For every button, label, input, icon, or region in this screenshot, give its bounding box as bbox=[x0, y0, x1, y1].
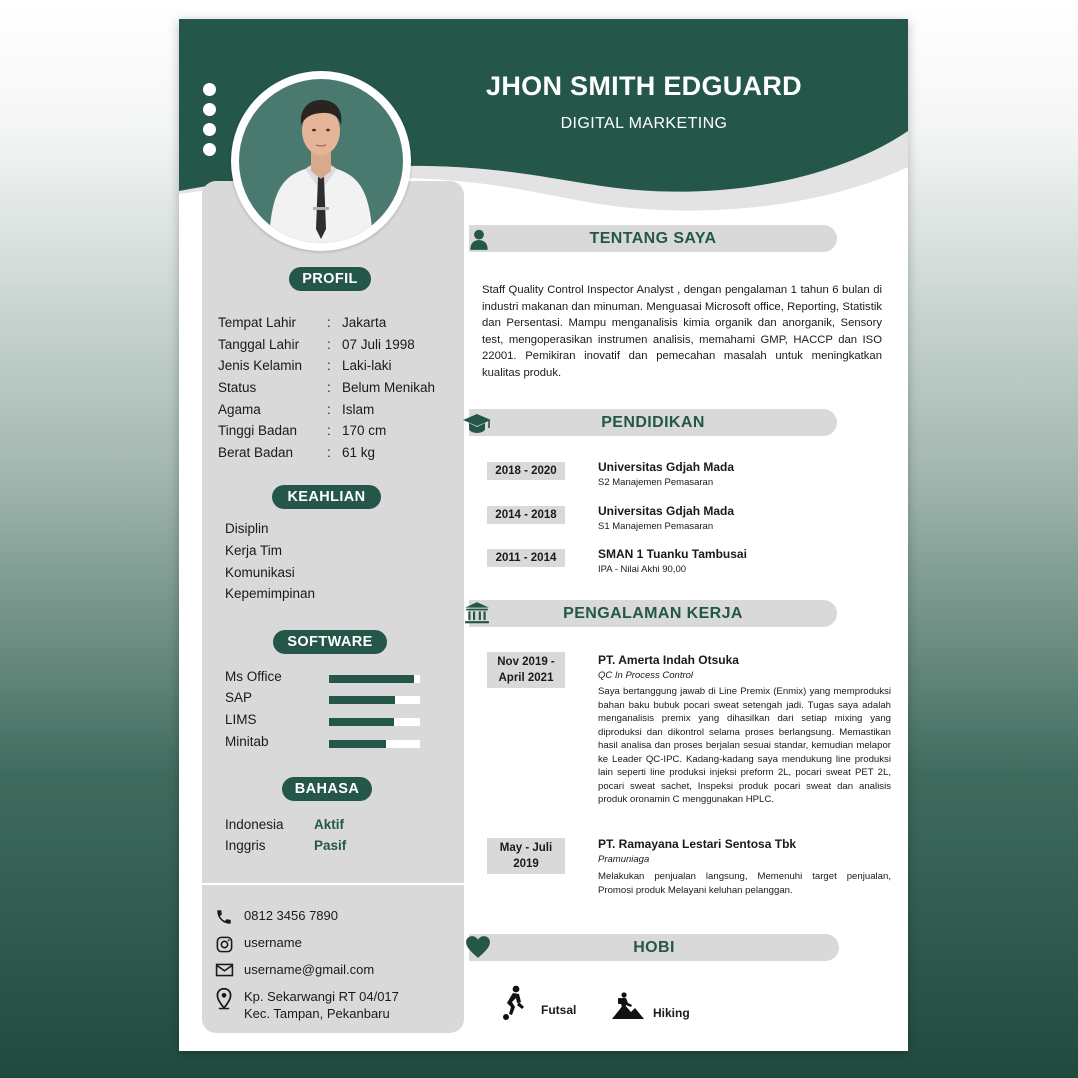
software-item bbox=[225, 712, 425, 732]
profil-value: 07 Juli 1998 bbox=[342, 337, 415, 352]
sidebar-divider bbox=[202, 883, 464, 885]
software-level-bar bbox=[329, 696, 420, 704]
profil-key: Tinggi Badan bbox=[218, 423, 298, 438]
skill-item: Komunikasi bbox=[225, 565, 295, 580]
experience-date-line1: Nov 2019 - bbox=[497, 656, 555, 668]
phone-icon bbox=[215, 908, 233, 926]
profil-value: Laki-laki bbox=[342, 358, 392, 373]
profil-row bbox=[218, 337, 458, 357]
pengalaman-section-bar bbox=[469, 600, 837, 627]
language-label: Indonesia bbox=[225, 817, 284, 832]
bahasa-heading: BAHASA bbox=[282, 777, 372, 801]
profil-key: Agama bbox=[218, 402, 261, 417]
keahlian-heading: KEAHLIAN bbox=[272, 485, 381, 509]
address-line2: Kec. Tampan, Pekanbaru bbox=[244, 1006, 390, 1021]
profil-separator: : bbox=[327, 315, 331, 330]
profil-key: Tempat Lahir bbox=[218, 315, 297, 330]
profil-value: 170 cm bbox=[342, 423, 387, 438]
pendidikan-section-bar bbox=[469, 409, 837, 436]
experience-role: QC In Process Control bbox=[598, 670, 694, 681]
profil-separator: : bbox=[327, 380, 331, 395]
hobby-label: Futsal bbox=[541, 1003, 577, 1017]
contact-phone bbox=[215, 908, 445, 926]
experience-date-line1: May - Juli bbox=[499, 842, 553, 854]
education-years: 2014 - 2018 bbox=[487, 506, 565, 524]
email-text: username@gmail.com bbox=[244, 962, 375, 977]
skill-item: Kerja Tim bbox=[225, 543, 283, 558]
experience-description: Melakukan penjualan langsung, Memenuhi target penjualan, Promosi produk Melayani keluhan pelanggan. bbox=[598, 871, 891, 896]
profil-key: Jenis Kelamin bbox=[218, 358, 303, 373]
experience-company: PT. Amerta Indah Otsuka bbox=[598, 653, 739, 667]
experience-role: Pramuniaga bbox=[598, 854, 650, 865]
decorative-dots bbox=[203, 83, 216, 163]
experience-description: Saya bertanggung jawab di Line Premix (Enmix) yang memproduksi bahan baku bubuk pocari sweat setengah jadi. Tugas saya adalah menganalisis premix yang dihasilkan dari setiap mixing yang diproduksi dan dikontrol selama proses berlangsung. Memastikan hasil analisa dan proses berjalan sesuai standar, kemudian melapor ke Leader QC-IPC. Kadang-kadang saya mendukung line produksi lain seperti line produksi injeksi preform 2L, pocari sweat PET 2L, pocari sweat sachet, Inspeksi produk pocari sweat dan analisis produk oronamin C menggunakan HPLC. bbox=[598, 686, 891, 805]
language-level: Pasif bbox=[314, 838, 347, 853]
pengalaman-heading: PENGALAMAN KERJA bbox=[563, 605, 743, 622]
phone-text: 0812 3456 7890 bbox=[244, 908, 338, 923]
software-level-fill bbox=[329, 740, 386, 748]
education-school: Universitas Gdjah Mada bbox=[598, 460, 735, 474]
profil-key: Status bbox=[218, 380, 257, 395]
profile-photo bbox=[239, 79, 403, 243]
education-detail: S2 Manajemen Pemasaran bbox=[598, 477, 714, 488]
software-label: Minitab bbox=[225, 734, 269, 749]
profil-key: Berat Badan bbox=[218, 445, 294, 460]
profil-separator: : bbox=[327, 445, 331, 460]
skill-item: Disiplin bbox=[225, 521, 269, 536]
profil-key: Tanggal Lahir bbox=[218, 337, 300, 352]
hobby-label: Hiking bbox=[653, 1006, 690, 1020]
experience-date bbox=[487, 652, 565, 688]
pendidikan-heading: PENDIDIKAN bbox=[601, 414, 705, 431]
about-text: Staff Quality Control Inspector Analyst , dengan pengalaman 1 tahun 6 bulan di industri makanan dan minuman. Menguasai Microsoft office, Reporting, Statistik dan Persentasi. Mampu menganalisis kimia organik dan anorganik, Sensory test, mengoperasikan instrumen analisis, memahami GMP, HACCP dan ISO 22001. Pemikiran inovatif dan pemecahan masalah untuk meningkatkan kualitas produk. bbox=[482, 284, 882, 379]
software-level-fill bbox=[329, 675, 414, 683]
profil-row bbox=[218, 445, 458, 465]
hiker-icon bbox=[611, 992, 645, 1020]
contact-email bbox=[215, 962, 445, 980]
language-level: Aktif bbox=[314, 817, 344, 832]
profil-row bbox=[218, 315, 458, 335]
candidate-name: JHON SMITH EDGUARD bbox=[486, 71, 802, 101]
profil-value: Jakarta bbox=[342, 315, 387, 330]
profil-separator: : bbox=[327, 423, 331, 438]
education-school: SMAN 1 Tuanku Tambusai bbox=[598, 547, 747, 561]
soccer-player-icon bbox=[500, 985, 526, 1021]
hobi-section-bar bbox=[469, 934, 839, 961]
skill-item: Kepemimpinan bbox=[225, 586, 316, 601]
hobi-heading: HOBI bbox=[633, 939, 675, 956]
experience-date-line2: 2019 bbox=[513, 858, 539, 870]
profil-value: 61 kg bbox=[342, 445, 376, 460]
contact-instagram bbox=[215, 935, 445, 953]
contact-address bbox=[215, 988, 445, 1024]
profil-row bbox=[218, 402, 458, 422]
resume-sheet bbox=[179, 19, 908, 1051]
language-item bbox=[225, 838, 425, 858]
instagram-text: username bbox=[244, 935, 302, 950]
location-pin-icon bbox=[215, 988, 233, 1010]
software-level-bar bbox=[329, 740, 420, 748]
language-item bbox=[225, 817, 425, 837]
profil-separator: : bbox=[327, 402, 331, 417]
software-label: LIMS bbox=[225, 712, 257, 727]
education-school: Universitas Gdjah Mada bbox=[598, 504, 735, 518]
profil-separator: : bbox=[327, 337, 331, 352]
profil-value: Belum Menikah bbox=[342, 380, 436, 395]
email-icon bbox=[215, 962, 234, 978]
profil-row bbox=[218, 380, 458, 400]
experience-date bbox=[487, 838, 565, 874]
experience-date-line2: April 2021 bbox=[498, 672, 554, 684]
profil-row bbox=[218, 358, 458, 378]
software-item bbox=[225, 669, 425, 689]
software-heading: SOFTWARE bbox=[273, 630, 387, 654]
sidebar-panel bbox=[202, 181, 464, 1033]
software-level-bar bbox=[329, 675, 420, 683]
profil-row bbox=[218, 423, 458, 443]
software-item bbox=[225, 690, 425, 710]
profil-heading: PROFIL bbox=[289, 267, 371, 291]
software-level-fill bbox=[329, 696, 395, 704]
education-years: 2011 - 2014 bbox=[487, 549, 565, 567]
education-years: 2018 - 2020 bbox=[487, 462, 565, 480]
candidate-role: DIGITAL MARKETING bbox=[560, 115, 728, 132]
software-label: SAP bbox=[225, 690, 253, 705]
software-item bbox=[225, 734, 425, 754]
language-label: Inggris bbox=[225, 838, 266, 853]
address-line1: Kp. Sekarwangi RT 04/017 bbox=[244, 989, 399, 1004]
software-level-fill bbox=[329, 718, 394, 726]
experience-company: PT. Ramayana Lestari Sentosa Tbk bbox=[598, 837, 797, 851]
software-level-bar bbox=[329, 718, 420, 726]
education-detail: IPA - Nilai Akhi 90,00 bbox=[598, 564, 687, 575]
instagram-icon bbox=[215, 935, 234, 954]
tentang-section-bar bbox=[469, 225, 837, 252]
education-detail: S1 Manajemen Pemasaran bbox=[598, 521, 714, 532]
profil-value: Islam bbox=[342, 402, 375, 417]
software-label: Ms Office bbox=[225, 669, 282, 684]
tentang-heading: TENTANG SAYA bbox=[589, 230, 717, 247]
profil-separator: : bbox=[327, 358, 331, 373]
